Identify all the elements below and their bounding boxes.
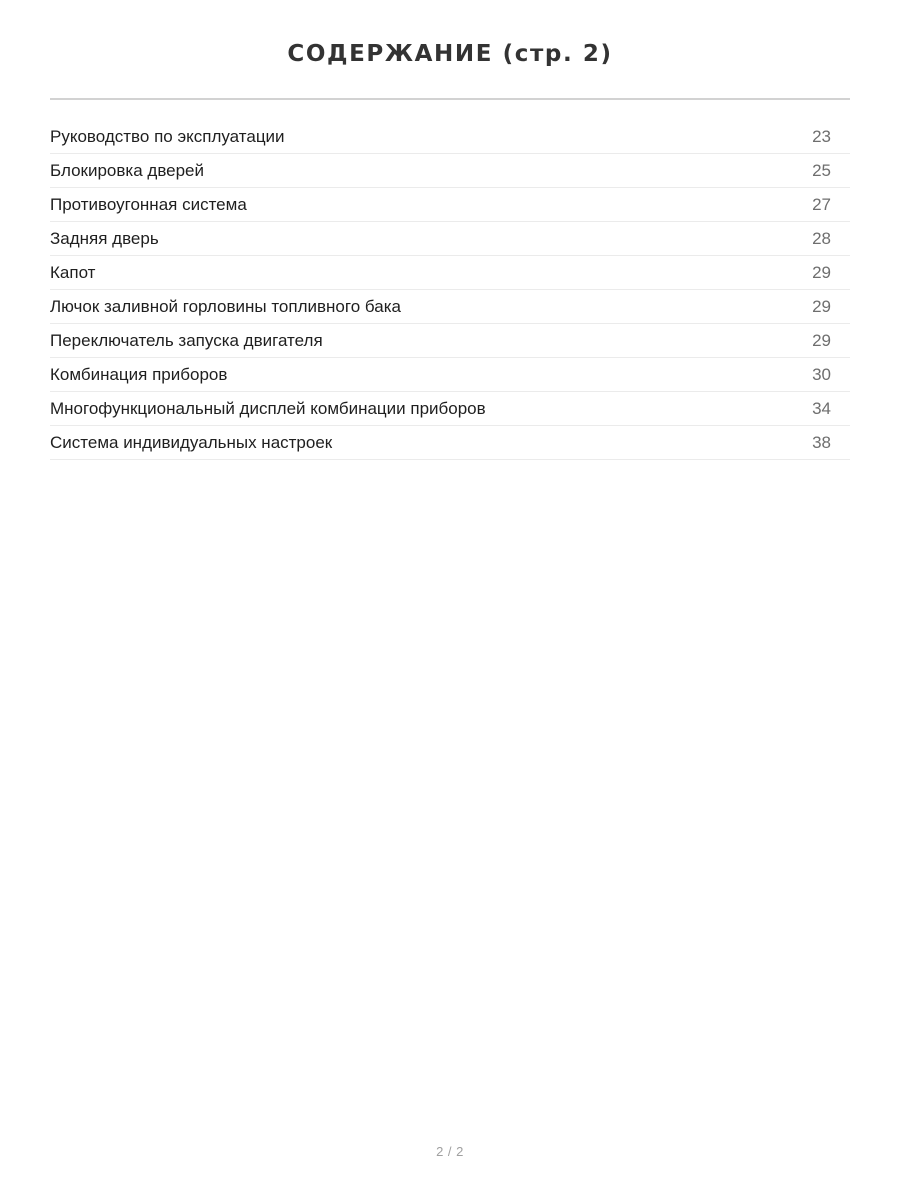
table-of-contents	[50, 120, 850, 460]
toc-entry-title: Руководство по эксплуатации	[50, 126, 285, 146]
toc-entry[interactable]	[50, 120, 850, 154]
toc-entry-page: 23	[812, 126, 831, 146]
toc-entry-page: 25	[812, 160, 831, 180]
toc-entry[interactable]	[50, 188, 850, 222]
toc-entry-page: 30	[812, 364, 831, 384]
toc-entry[interactable]	[50, 426, 850, 460]
toc-entry-title: Капот	[50, 262, 96, 282]
page-title: СОДЕРЖАНИЕ (стр. 2)	[287, 41, 613, 67]
toc-entry-page: 29	[812, 330, 831, 350]
toc-entry-title: Многофункциональный дисплей комбинации приборов	[50, 398, 486, 418]
toc-entry-page: 34	[812, 398, 831, 418]
toc-entry[interactable]	[50, 256, 850, 290]
toc-entry[interactable]	[50, 290, 850, 324]
toc-entry[interactable]	[50, 324, 850, 358]
toc-entry-page: 27	[812, 194, 831, 214]
toc-entry-page: 38	[812, 432, 831, 452]
toc-entry-page: 29	[812, 262, 831, 282]
toc-entry[interactable]	[50, 358, 850, 392]
title-divider	[50, 98, 850, 100]
toc-entry[interactable]	[50, 392, 850, 426]
toc-entry-title: Блокировка дверей	[50, 160, 205, 180]
toc-entry-title: Лючок заливной горловины топливного бака	[50, 296, 401, 316]
toc-entry-title: Комбинация приборов	[50, 364, 228, 384]
toc-entry[interactable]	[50, 154, 850, 188]
page-number-footer: 2 / 2	[436, 1144, 464, 1159]
toc-entry-title: Задняя дверь	[50, 228, 159, 248]
toc-entry-title: Система индивидуальных настроек	[50, 432, 333, 452]
toc-entry-title: Противоугонная система	[50, 194, 247, 214]
toc-entry-title: Переключатель запуска двигателя	[50, 330, 323, 350]
toc-entry[interactable]	[50, 222, 850, 256]
toc-entry-page: 29	[812, 296, 831, 316]
toc-entry-page: 28	[812, 228, 831, 248]
